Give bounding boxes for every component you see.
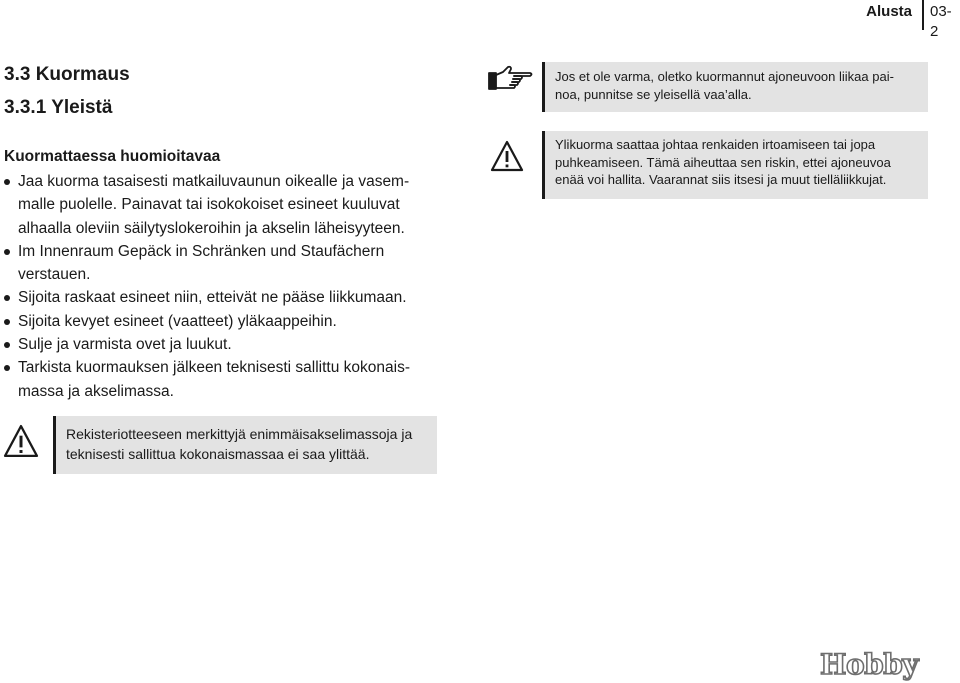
tip-note-box: Jos et ole varma, oletko kuormannut ajoneuvoon liikaa pai-noa, punnitse se yleisellä vaa’alla. [542,62,928,112]
list-item: Sulje ja varmista ovet ja luukut. [4,333,424,356]
warning-note-box: Ylikuorma saattaa johtaa renkaiden irtoamiseen tai jopa puhkeamiseen. Tämä aiheuttaa sen riskin, ettei ajoneuvoa enää voi hallita. Vaarannat siis itsesi ja muut tielläliikkujat. [542,131,928,199]
intro-heading: Kuormattaessa huomioitavaa [4,148,221,165]
hobby-logo [818,645,922,681]
list-item: Jaa kuorma tasaisesti matkailuvaunun oikealle ja vasem-malle puolelle. Painavat tai isokokoiset esineet kuuluvat alhaalla oleviin säilytyslokeroihin ja akselin läheisyyteen. [4,170,424,240]
subsection-heading: 3.3.1 Yleistä [4,97,113,118]
axle-load-warning-box: Rekisteriotteeseen merkittyjä enimmäisakselimassoja ja teknisesti sallittua kokonaismassaa ei saa ylittää. [53,416,437,474]
list-item: Tarkista kuormauksen jälkeen teknisesti sallittu kokonais-massa ja akselimassa. [4,356,424,403]
page-number: 03-2 [930,3,952,40]
header-divider [922,0,924,30]
section-heading: 3.3 Kuormaus [4,64,130,85]
logo-text: Hobby [820,648,919,681]
list-item: Im Innenraum Gepäck in Schränken und Staufächern verstauen. [4,240,424,287]
warning-triangle-icon [490,140,524,172]
list-item: Sijoita raskaat esineet niin, etteivät ne pääse liikkumaan. [4,286,424,309]
loading-tips-list [4,170,424,403]
pointing-hand-icon [488,64,534,94]
list-item: Sijoita kevyet esineet (vaatteet) yläkaappeihin. [4,310,424,333]
header-section-title: Alusta [866,3,912,20]
warning-triangle-icon [2,424,40,458]
